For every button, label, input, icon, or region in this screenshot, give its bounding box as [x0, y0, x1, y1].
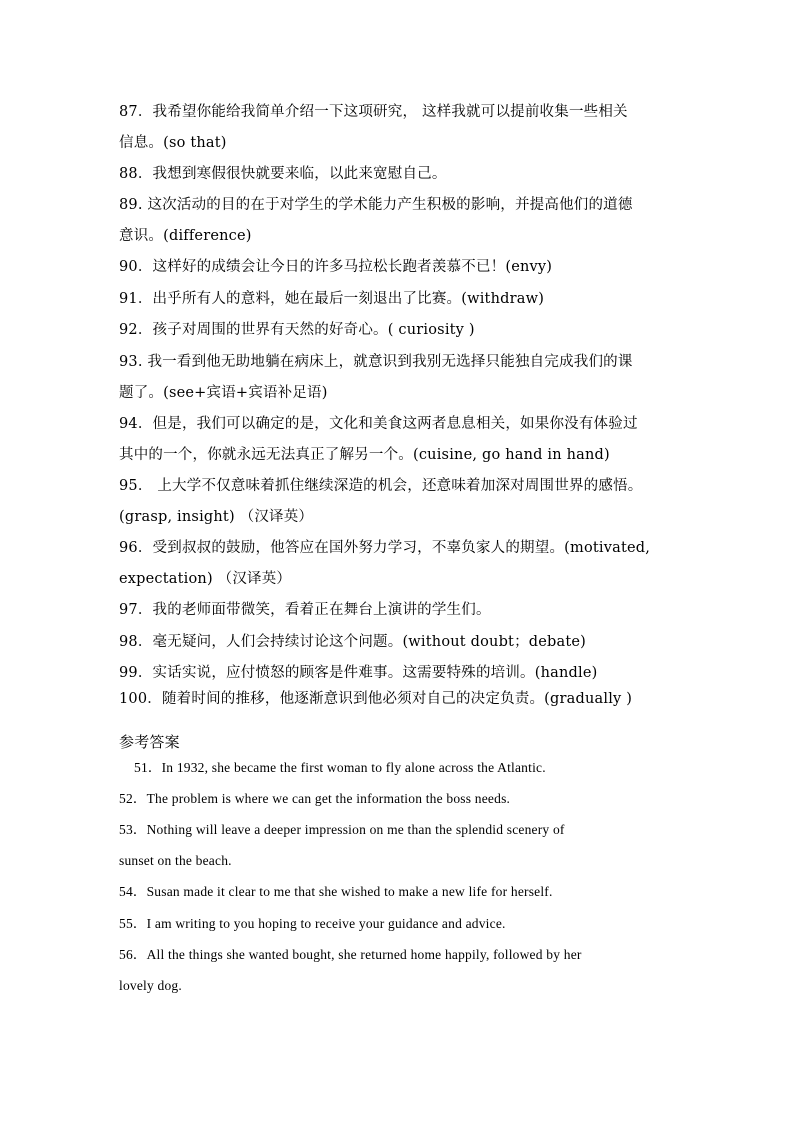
- question-87-line-1: 87．我希望你能给我简单介绍一下这项研究， 这样我就可以提前收集一些相关: [119, 104, 628, 120]
- answer-54: 54．Susan made it clear to me that she wished to make a new life for herself.: [119, 884, 553, 899]
- question-95-line-1: 95． 上大学不仅意味着抓住继续深造的机会，还意味着加深对周围世界的感悟。: [119, 478, 643, 494]
- answers-heading: 参考答案: [119, 733, 180, 751]
- question-92: 92．孩子对周围的世界有天然的好奇心。( curiosity ): [119, 322, 475, 338]
- question-89-line-2: 意识。(difference): [119, 228, 252, 244]
- answer-56-line-1: 56．All the things she wanted bought, she returned home happily, followed by her: [119, 947, 582, 962]
- question-88: 88．我想到寒假很快就要来临，以此来宽慰自己。: [119, 166, 447, 182]
- question-90: 90．这样好的成绩会让今日的许多马拉松长跑者羡慕不已！(envy): [119, 259, 553, 275]
- question-94-line-1: 94．但是，我们可以确定的是，文化和美食这两者息息相关，如果你没有体验过: [119, 416, 638, 432]
- question-97: 97．我的老师面带微笑，看着正在舞台上演讲的学生们。: [119, 602, 491, 618]
- answer-53-line-2: sunset on the beach.: [119, 853, 232, 868]
- question-87-line-2: 信息。(so that): [119, 135, 227, 151]
- answer-52: 52．The problem is where we can get the information the boss needs.: [119, 791, 511, 806]
- question-93-line-2: 题了。(see+宾语+宾语补足语): [119, 385, 328, 401]
- answer-56-line-2: lovely dog.: [119, 978, 182, 993]
- question-93-line-1: 93. 我一看到他无助地躺在病床上，就意识到我别无选择只能独自完成我们的课: [119, 354, 633, 370]
- answer-53-line-1: 53．Nothing will leave a deeper impression on me than the splendid scenery of: [119, 822, 565, 837]
- answer-51: 51．In 1932, she became the first woman to fly alone across the Atlantic.: [134, 760, 546, 775]
- question-96-line-2: expectation) （汉译英）: [119, 571, 292, 587]
- question-94-line-2: 其中的一个，你就永远无法真正了解另一个。(cuisine, go hand in hand): [119, 447, 610, 463]
- question-99: 99．实话实说，应付愤怒的顾客是件难事。这需要特殊的培训。(handle): [119, 665, 598, 681]
- question-98: 98．毫无疑问，人们会持续讨论这个问题。(without doubt；debate): [119, 634, 587, 650]
- answer-55: 55．I am writing to you hoping to receive your guidance and advice.: [119, 916, 506, 931]
- question-89-line-1: 89. 这次活动的目的在于对学生的学术能力产生积极的影响，并提高他们的道德: [119, 197, 633, 213]
- question-96-line-1: 96．受到叔叔的鼓励，他答应在国外努力学习，不辜负家人的期望。(motivated,: [119, 540, 651, 556]
- question-95-line-2: (grasp, insight) （汉译英）: [119, 509, 314, 525]
- question-91: 91．出乎所有人的意料，她在最后一刻退出了比赛。(withdraw): [119, 291, 545, 307]
- question-100: 100．随着时间的推移，他逐渐意识到他必须对自己的决定负责。(gradually ): [119, 691, 633, 707]
